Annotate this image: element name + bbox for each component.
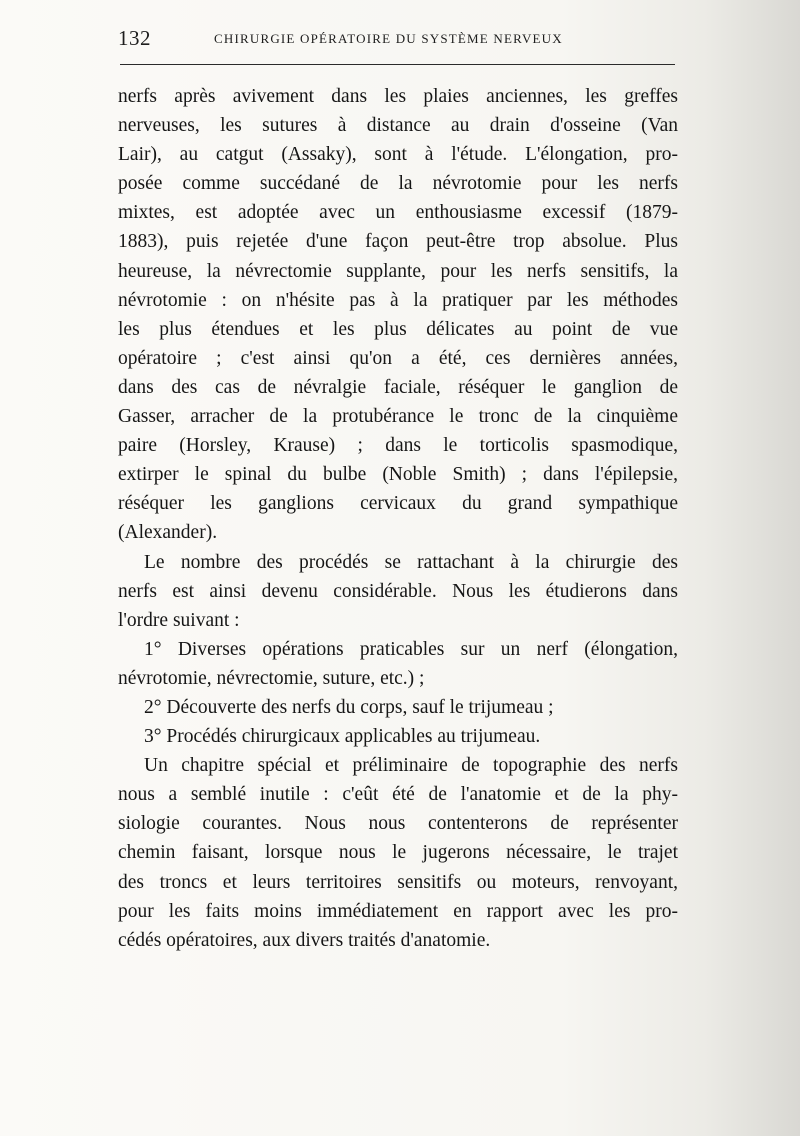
text-line: 1883), puis rejetée d'une façon peut-être trop absolue. Plus [118,231,678,253]
header-rule [120,64,675,65]
text-line: Un chapitre spécial et préliminaire de topographie des nerfs [144,755,678,777]
text-line: Le nombre des procédés se rattachant à la chirurgie des [144,551,678,573]
text-line: heureuse, la névrectomie supplante, pour les nerfs sensitifs, la [118,260,678,282]
text-line: mixtes, est adoptée avec un enthousiasme excessif (1879- [118,202,678,224]
text-line: 1° Diverses opérations praticables sur un nerf (élongation, [144,638,678,660]
page-header [118,26,674,52]
text-line: Lair), au catgut (Assaky), sont à l'étude. L'élongation, pro- [118,144,678,166]
text-line: des troncs et leurs territoires sensitifs ou moteurs, renvoyant, [118,871,678,893]
text-line: réséquer les ganglions cervicaux du grand sympathique [118,493,678,515]
text-line: névrotomie, névrectomie, suture, etc.) ; [118,667,425,689]
text-line: nerfs après avivement dans les plaies anciennes, les greffes [118,86,678,107]
text-line: 2° Découverte des nerfs du corps, sauf le trijumeau ; [144,696,554,718]
text-line: l'ordre suivant : [118,609,240,631]
text-line: cédés opératoires, aux divers traités d'anatomie. [118,929,491,951]
text-line: pour les faits moins immédiatement en rapport avec les pro- [118,900,678,922]
text-line: nerveuses, les sutures à distance au drain d'osseine (Van [118,115,678,137]
text-line: nerfs est ainsi devenu considérable. Nous les étudierons dans [118,580,678,602]
text-line: les plus étendues et les plus délicates au point de vue [118,318,678,340]
text-line: opératoire ; c'est ainsi qu'on a été, ces dernières années, [118,347,678,369]
text-line: nous a semblé inutile : c'eût été de l'anatomie et de la phy- [118,784,678,806]
text-line: (Alexander). [118,522,218,544]
text-line: paire (Horsley, Krause) ; dans le torticolis spasmodique, [118,435,678,457]
body-text [118,82,678,955]
text-line: névrotomie : on n'hésite pas à la pratiquer par les méthodes [118,289,678,311]
text-line: siologie courantes. Nous nous contenterons de représenter [118,813,678,835]
text-line: 3° Procédés chirurgicaux applicables au trijumeau. [144,726,541,748]
text-line: extirper le spinal du bulbe (Noble Smith) ; dans l'épilepsie, [118,464,678,486]
page-number: 132 [118,26,151,50]
text-line: posée comme succédané de la névrotomie pour les nerfs [118,173,678,195]
text-line: Gasser, arracher de la protubérance le tronc de la cinquième [118,406,678,428]
text-line: chemin faisant, lorsque nous le jugerons nécessaire, le trajet [118,842,678,864]
text-line: dans des cas de névralgie faciale, réséquer le ganglion de [118,376,678,398]
running-title: CHIRURGIE OPÉRATOIRE DU SYSTÈME NERVEUX [214,31,563,46]
